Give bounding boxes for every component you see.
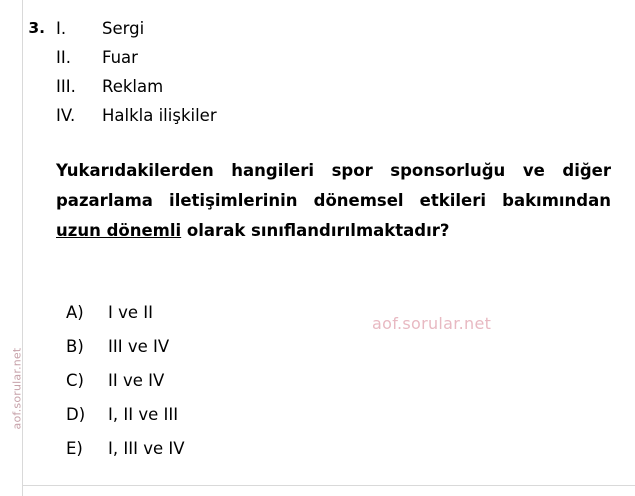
option-b-letter: B) [66,337,84,356]
option-c-letter: C) [66,371,84,390]
list-item-text: Halkla ilişkiler [102,106,217,125]
option-c-text: II ve IV [108,371,165,390]
list-item [56,72,627,101]
option-a[interactable] [66,296,627,330]
side-watermark: aof.sorular.net [10,347,24,430]
question-stem-part1: Yukarıdakilerden hangileri spor sponsorluğu ve diğer pazarlama iletişimlerinin dönemsel etkileri bakımından [56,161,611,210]
bottom-divider [22,485,635,486]
option-d-letter: D) [66,405,86,424]
option-a-text: I ve II [108,303,154,322]
question-page [22,0,635,496]
option-c[interactable] [66,364,627,398]
list-item-label: III. [56,77,76,96]
list-item-label: I. [56,19,67,38]
question-header [22,14,627,130]
list-item-text: Reklam [102,77,164,96]
option-e-letter: E) [66,439,83,458]
option-e-text: I, III ve IV [108,439,185,458]
list-item [56,101,627,130]
question-stem [56,156,611,246]
list-item [56,43,627,72]
question-number: 3. [28,19,45,37]
roman-numeral-list [50,14,627,130]
list-item [56,14,627,43]
option-b[interactable] [66,330,627,364]
question-block [22,14,627,246]
option-a-letter: A) [66,303,84,322]
center-watermark: aof.sorular.net [372,314,492,333]
question-stem-underlined: uzun dönemli [56,221,182,240]
left-margin-strip [0,0,23,496]
option-b-text: III ve IV [108,337,170,356]
option-d-text: I, II ve III [108,405,179,424]
list-item-label: II. [56,48,71,67]
option-e[interactable] [66,432,627,466]
option-d[interactable] [66,398,627,432]
list-item-text: Sergi [102,19,145,38]
list-item-label: IV. [56,106,76,125]
list-item-text: Fuar [102,48,138,67]
question-stem-part2: olarak sınıflandırılmaktadır? [181,221,450,240]
answer-options [66,296,627,466]
